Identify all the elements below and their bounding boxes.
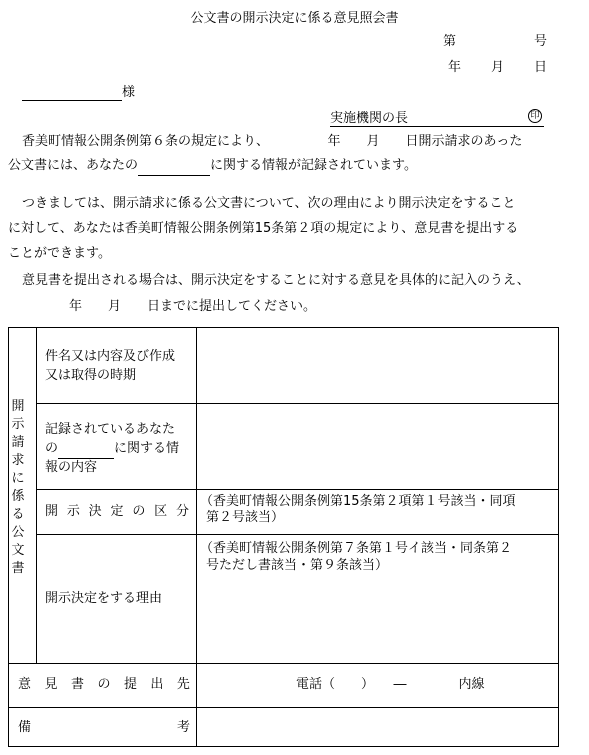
- row4-value-line1: （香美町情報公開条例第７条第１号イ該当・同条第２: [200, 541, 513, 556]
- addressee: [22, 81, 135, 101]
- row1-label-line2: 又は取得の時期: [45, 368, 137, 383]
- row6-value-field[interactable]: [200, 711, 555, 743]
- date-month: 月: [491, 60, 505, 75]
- row2-label-line2-a: の: [45, 441, 59, 456]
- document-title: 公文書の開示決定に係る意見照会書: [190, 11, 399, 26]
- para3-line1: 意見書を提出される場合は、開示決定をすることに対する意見を具体的に記入のうえ、: [22, 273, 530, 288]
- para2-line2: に対して、あなたは香美町情報公開条例第15条第２項の規定により、意見書を提出する: [8, 221, 519, 236]
- para1-line2: [8, 156, 417, 176]
- row-divider-4: [8, 663, 559, 664]
- date-day: 日: [534, 60, 548, 75]
- row5-value: 電話（ ） ― 内線: [296, 677, 485, 692]
- addressee-suffix: 様: [122, 85, 136, 100]
- para2-line1: つきましては、開示請求に係る公文書について、次の理由により開示決定をすること: [22, 196, 516, 211]
- side-label: 開示請求に係る公文書: [11, 399, 25, 576]
- row5-label: 意 見 書 の 提 出 先: [18, 677, 190, 692]
- row3-value-line2: 第２号該当）: [206, 510, 285, 525]
- date-year: 年: [448, 60, 462, 75]
- row2-value-field[interactable]: [200, 408, 555, 484]
- row4-value-line2: 号ただし書該当・第９条該当）: [206, 558, 389, 573]
- row-divider-5: [8, 707, 559, 708]
- row2-label-line3: 報の内容: [45, 460, 98, 475]
- row4-label: 開示決定をする理由: [45, 591, 163, 606]
- para3-line2: 年 月 日までに提出してください。: [69, 299, 317, 314]
- para1-line2-b: に関する情報が記録されています。: [210, 158, 417, 173]
- addressee-blank: [22, 85, 122, 101]
- para1-line1: 香美町情報公開条例第６条の規定により、 年 月 日開示請求のあった: [22, 134, 523, 149]
- number-suffix: 号: [534, 34, 548, 49]
- para1-blank: [138, 156, 210, 176]
- row-divider-1: [36, 403, 559, 404]
- number-prefix: 第: [443, 34, 457, 49]
- para1-line2-a: 公文書には、あなたの: [8, 158, 139, 173]
- sender-name: 実施機関の長: [330, 111, 409, 126]
- seal-mark: 印: [528, 109, 542, 123]
- row6-label: 備 考: [18, 720, 190, 735]
- row3-label: 開 示 決 定 の 区 分: [45, 504, 189, 519]
- row2-blank: [58, 440, 114, 459]
- row-divider-2: [36, 489, 559, 490]
- row2-label-line2: [45, 440, 179, 459]
- row1-label-line1: 件名又は内容及び作成: [45, 349, 176, 364]
- label-value-divider: [196, 327, 197, 747]
- para2-line3: ことができます。: [8, 246, 111, 261]
- sender-line: [330, 107, 544, 127]
- row1-value-field[interactable]: [200, 334, 555, 398]
- side-column-divider: [36, 327, 37, 663]
- row2-label-line2-b: に関する情: [114, 441, 180, 456]
- row3-value-line1: （香美町情報公開条例第15条第２項第１号該当・同項: [200, 494, 516, 509]
- sender-underline: [330, 107, 544, 127]
- row-divider-3: [36, 534, 559, 535]
- row2-label-line1: 記録されているあなた: [45, 422, 176, 437]
